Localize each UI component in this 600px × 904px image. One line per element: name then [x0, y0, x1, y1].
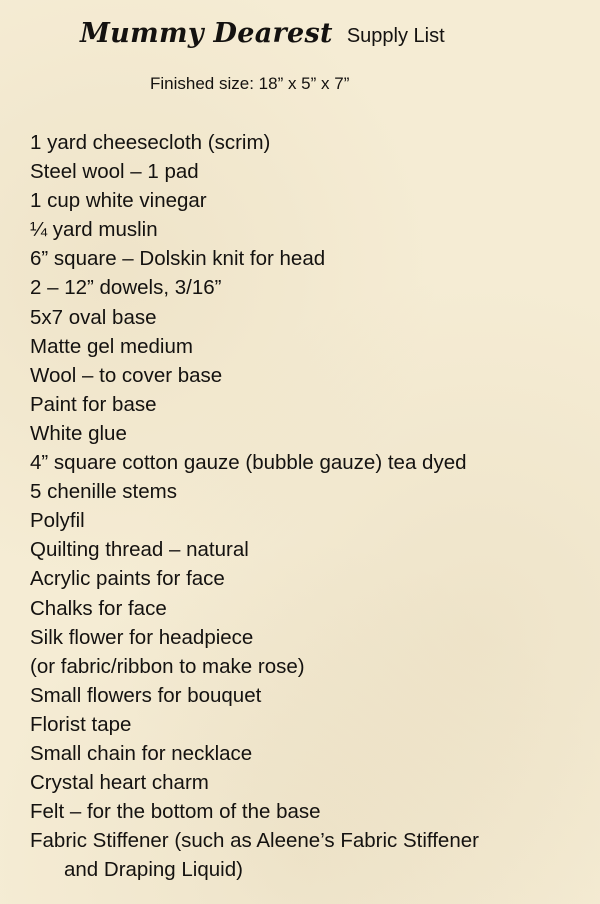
supply-item: Polyfil	[30, 509, 85, 533]
supply-item-continuation: and Draping Liquid)	[64, 858, 243, 882]
supply-item: 1 cup white vinegar	[30, 189, 207, 213]
pattern-title: Mummy Dearest	[80, 18, 333, 49]
supply-item: 2 – 12” dowels, 3/16”	[30, 276, 222, 300]
title-suffix: Supply List	[346, 25, 445, 47]
finished-size: Finished size: 18” x 5” x 7”	[150, 74, 350, 93]
supply-item: Quilting thread – natural	[30, 538, 249, 562]
supply-item: Chalks for face	[30, 596, 167, 620]
supply-item: Acrylic paints for face	[30, 567, 225, 591]
supply-item: Steel wool – 1 pad	[30, 160, 199, 184]
supply-item: Silk flower for headpiece	[30, 625, 254, 649]
supply-item: 6” square – Dolskin knit for head	[30, 247, 326, 271]
supply-item: ¼ yard muslin	[30, 218, 158, 242]
supply-item: White glue	[30, 421, 127, 445]
supply-list	[30, 128, 479, 884]
supply-item: Matte gel medium	[30, 334, 193, 358]
supply-item: Paint for base	[30, 392, 157, 416]
title-row	[80, 18, 445, 62]
supply-item: (or fabric/ribbon to make rose)	[30, 654, 305, 678]
supply-item: Felt – for the bottom of the base	[30, 800, 321, 824]
supply-item: 4” square cotton gauze (bubble gauze) tea dyed	[30, 451, 467, 475]
supply-item: Florist tape	[30, 712, 132, 736]
supply-item: Wool – to cover base	[30, 363, 223, 387]
supply-item: 5x7 oval base	[30, 305, 157, 329]
supply-item: 1 yard cheesecloth (scrim)	[30, 131, 271, 154]
supply-item: Small flowers for bouquet	[30, 683, 262, 707]
supply-item: Fabric Stiffener (such as Aleene’s Fabric Stiffener	[30, 829, 479, 853]
supply-item: 5 chenille stems	[30, 480, 177, 504]
supply-item: Crystal heart charm	[30, 771, 209, 795]
supply-item: Small chain for necklace	[30, 741, 253, 765]
